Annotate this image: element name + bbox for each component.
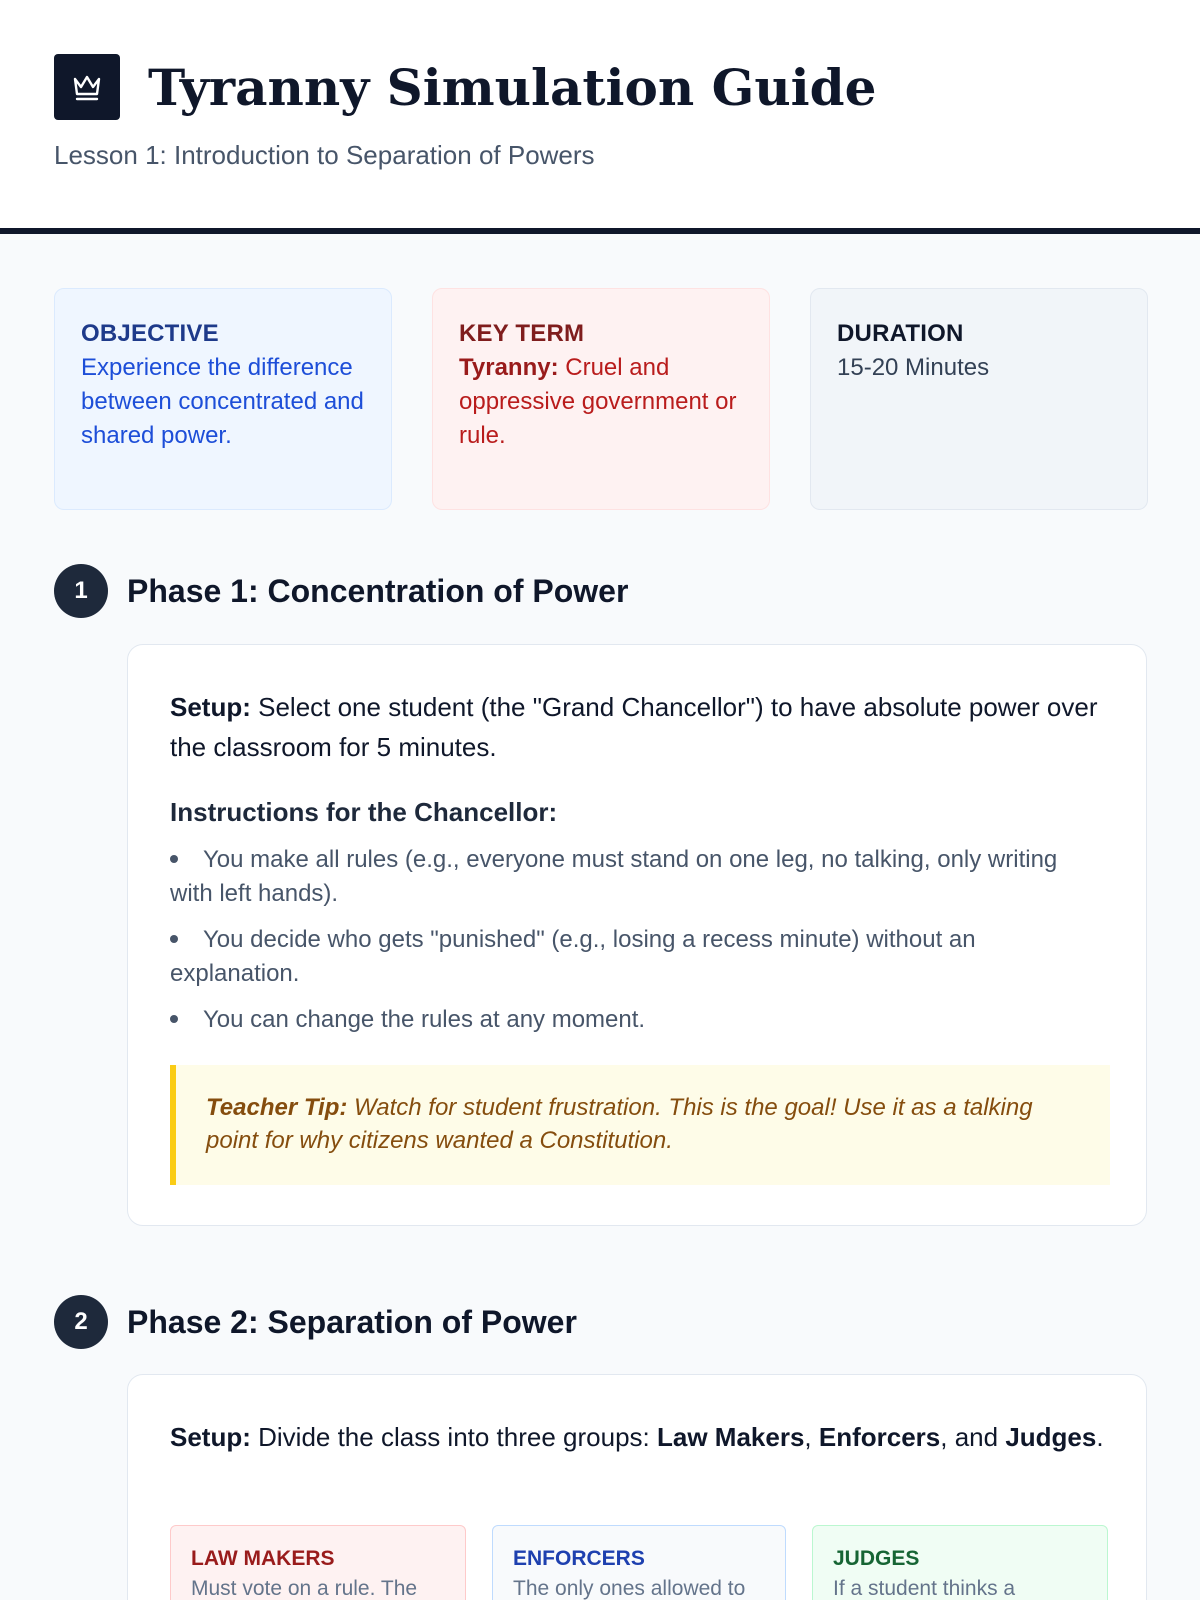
law-makers-card — [170, 1525, 466, 1600]
phase-1-title: Phase 1: Concentration of Power — [127, 573, 629, 609]
list-item — [170, 843, 1095, 911]
phase-2-number-badge: 2 — [54, 1295, 108, 1349]
objective-text: Experience the difference between concentrated and shared power. — [81, 354, 364, 449]
bullet-icon — [170, 855, 178, 863]
key-term-label: KEY TERM — [459, 320, 585, 347]
group-name-judges: Judges — [1005, 1422, 1097, 1452]
key-term-word: Tyranny: — [459, 354, 559, 381]
law-makers-text: Must vote on a rule. The — [191, 1577, 418, 1600]
phase-2-title: Phase 2: Separation of Power — [127, 1304, 577, 1340]
duration-text: 15-20 Minutes — [837, 354, 990, 381]
setup-end: . — [1096, 1422, 1104, 1452]
enforcers-text: The only ones allowed to — [513, 1577, 746, 1600]
setup-separator: , — [804, 1422, 819, 1452]
page-header — [0, 0, 1200, 234]
teacher-tip-label: Teacher Tip: — [206, 1094, 348, 1121]
teacher-tip-callout — [170, 1065, 1110, 1185]
list-item — [170, 923, 1095, 991]
group-name-law-makers: Law Makers — [657, 1422, 805, 1452]
teacher-tip-text: Watch for student frustration. This is the goal! Use it as a talking point for why citizens wanted a Constitution. — [206, 1094, 1033, 1154]
duration-card — [810, 288, 1148, 510]
judges-label: JUDGES — [833, 1547, 920, 1570]
chancellor-instructions-list — [170, 843, 1095, 1049]
phase-2-setup-label: Setup: — [170, 1422, 251, 1452]
judges-text: If a student thinks a — [833, 1577, 1016, 1600]
bullet-icon — [170, 935, 178, 943]
page-title: Tyranny Simulation Guide — [148, 58, 877, 117]
key-term-card — [432, 288, 770, 510]
duration-label: DURATION — [837, 320, 964, 347]
phase-1-setup-label: Setup: — [170, 692, 251, 722]
list-item-text: You can change the rules at any moment. — [203, 1006, 646, 1033]
objective-label: OBJECTIVE — [81, 320, 219, 347]
law-makers-label: LAW MAKERS — [191, 1547, 335, 1570]
phase-1-setup — [170, 687, 1106, 767]
objective-card — [54, 288, 392, 510]
phase-2-card — [127, 1374, 1147, 1600]
judges-card — [812, 1525, 1108, 1600]
setup-separator: , and — [940, 1422, 1006, 1452]
bullet-icon — [170, 1015, 178, 1023]
page-subtitle: Lesson 1: Introduction to Separation of Powers — [54, 140, 595, 170]
phase-1-setup-text: Select one student (the "Grand Chancellor") to have absolute power over the classroom for 5 minutes. — [170, 692, 1098, 762]
phase-1-card — [127, 644, 1147, 1226]
phase-1-number-badge: 1 — [54, 564, 108, 618]
list-item-text: You decide who gets "punished" (e.g., losing a recess minute) without an explanation. — [170, 926, 976, 987]
enforcers-label: ENFORCERS — [513, 1547, 645, 1570]
list-item-text: You make all rules (e.g., everyone must stand on one leg, no talking, only writing with left hands). — [170, 846, 1058, 907]
key-term-text — [459, 351, 743, 453]
crown-icon — [54, 54, 120, 120]
phase-2-setup-intro: Divide the class into three groups: — [250, 1422, 657, 1452]
enforcers-card — [492, 1525, 786, 1600]
phase-2-setup — [170, 1417, 1106, 1457]
chancellor-instructions-heading: Instructions for the Chancellor: — [170, 797, 558, 827]
group-name-enforcers: Enforcers — [818, 1422, 941, 1452]
list-item — [170, 1003, 1095, 1037]
key-term-definition: Cruel and oppressive government or rule. — [459, 354, 737, 449]
